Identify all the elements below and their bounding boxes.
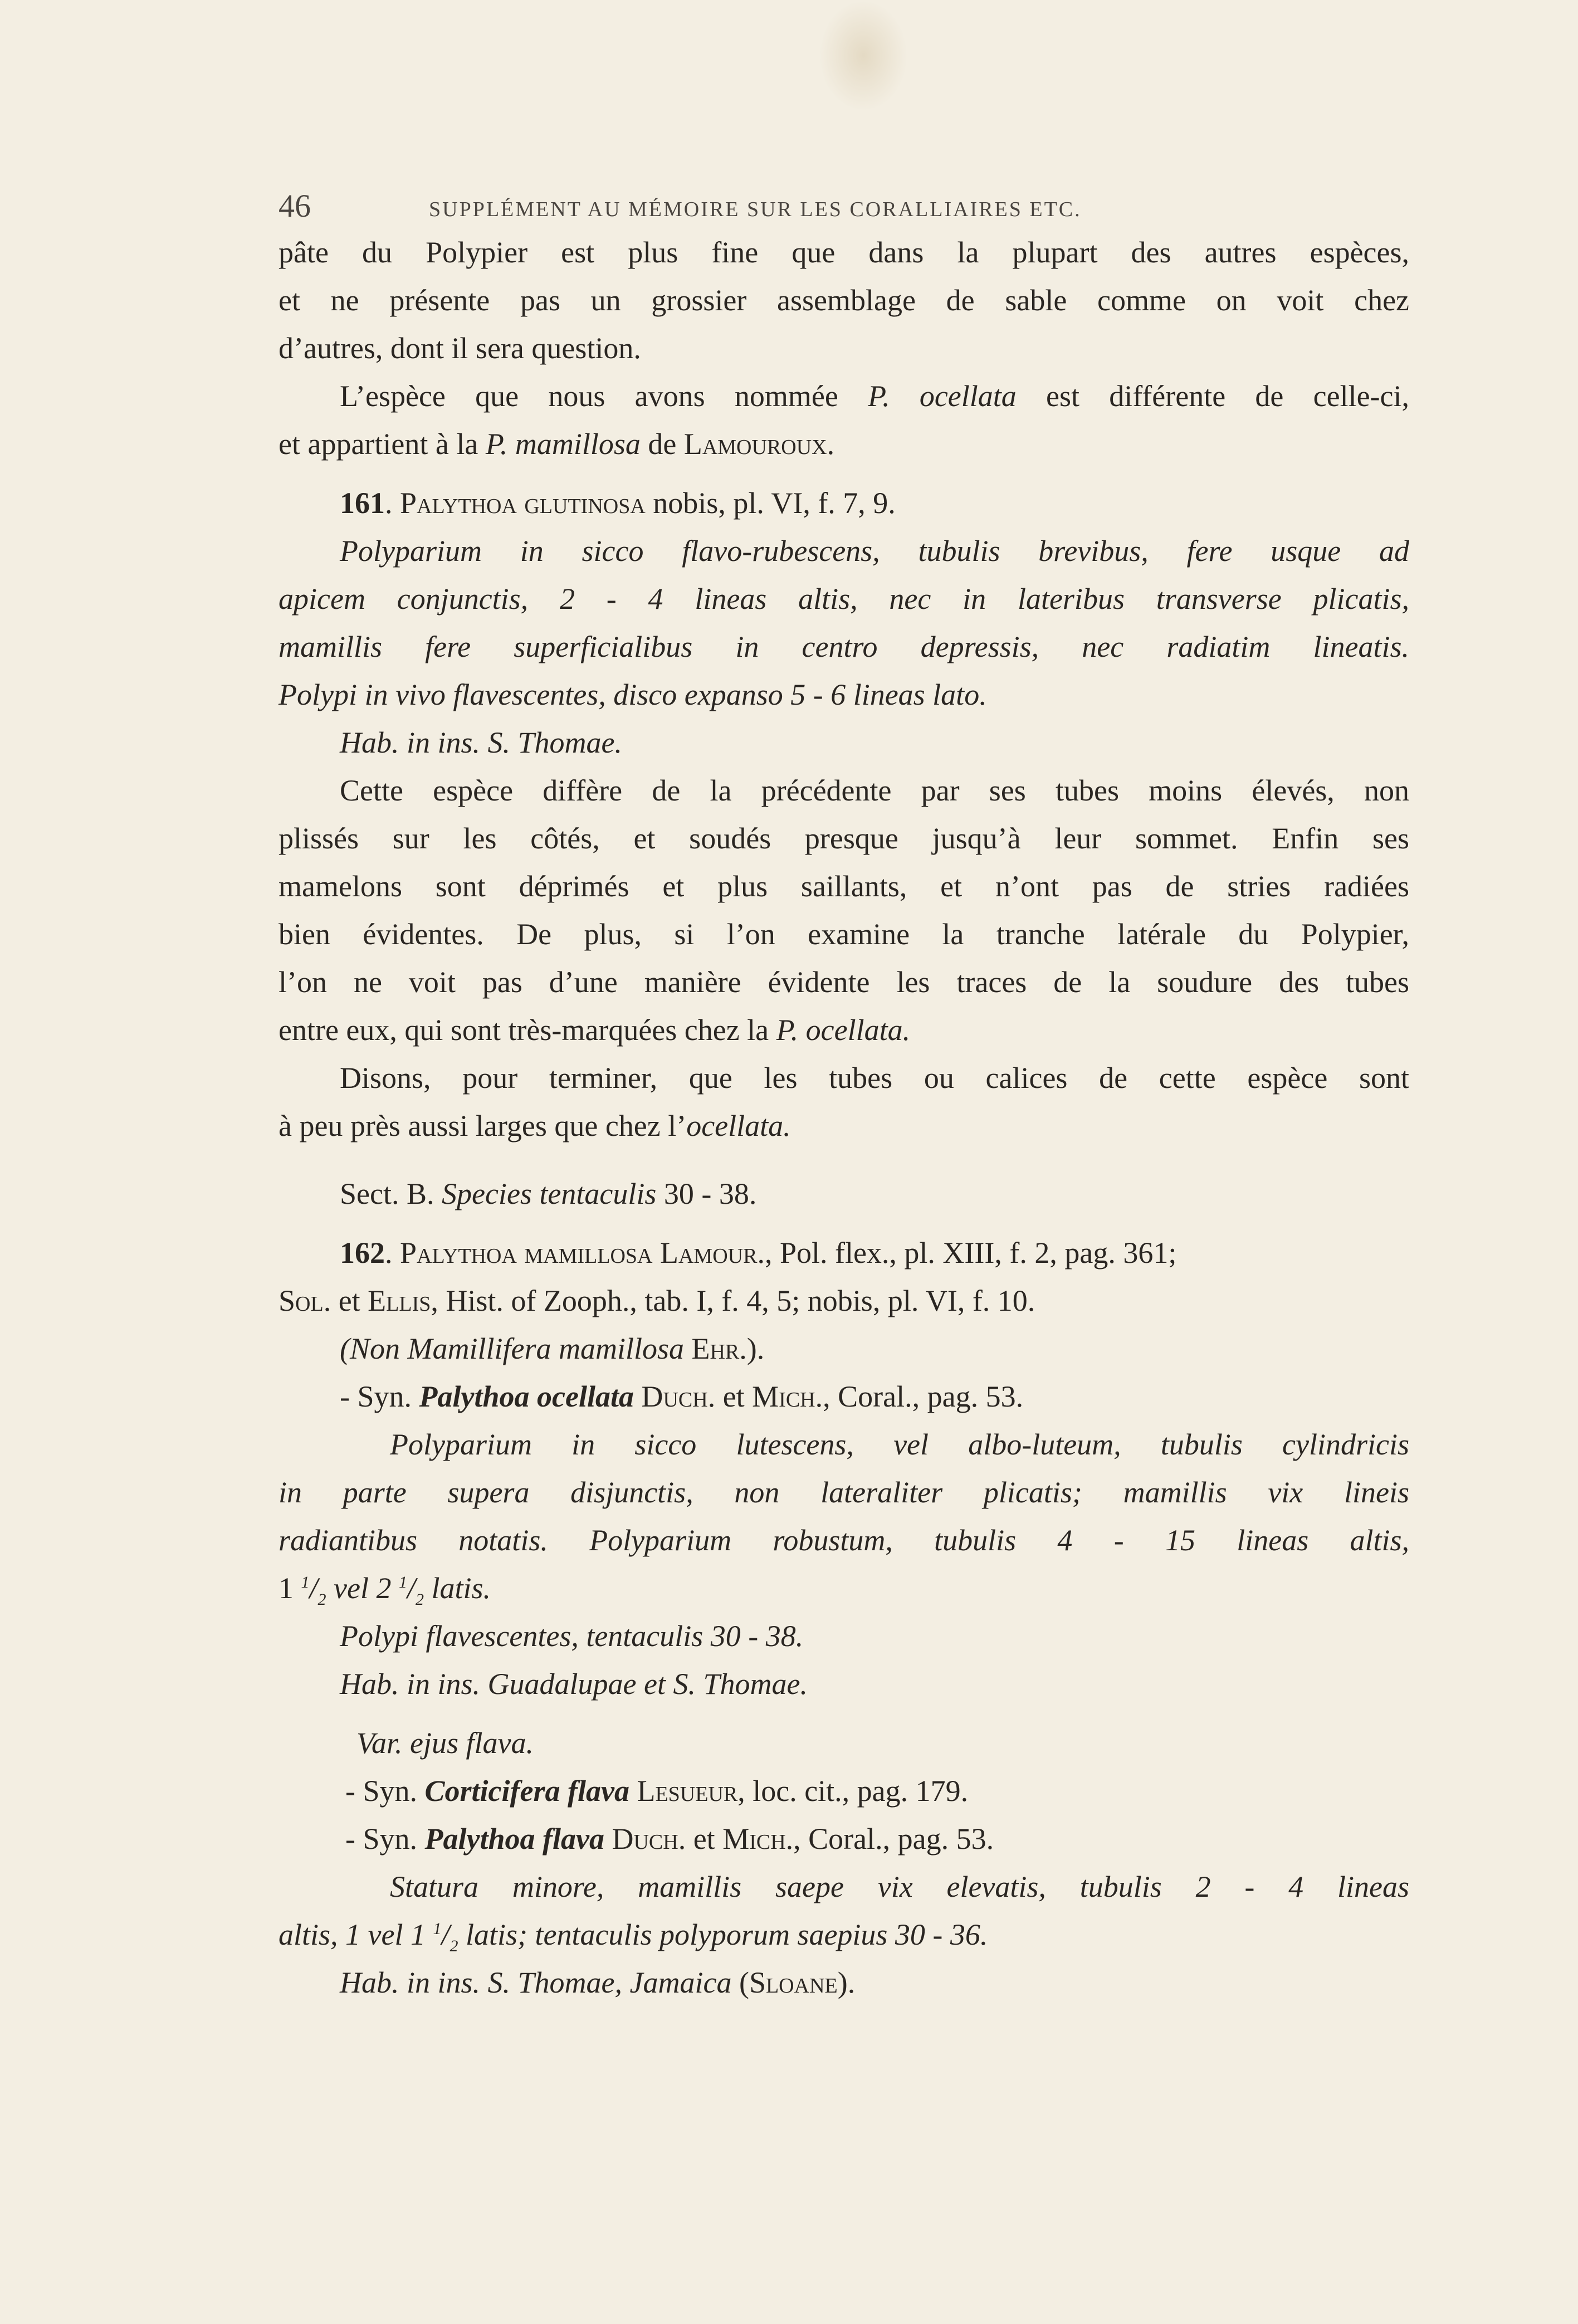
text-line: et ne présente pas un grossier assemblage de sable comme on voit chez	[279, 284, 1409, 317]
species-entry-161: 161. Palythoa glutinosa nobis, pl. VI, f. 7, 9.	[340, 486, 896, 520]
text-line: Polyparium in sicco flavo-rubescens, tubulis brevibus, fere usque ad	[340, 534, 1409, 568]
text-line: d’autres, dont il sera question.	[279, 331, 641, 365]
species-name: Palythoa glutinosa	[400, 486, 646, 520]
text-line: Hab. in ins. S. Thomae.	[340, 726, 623, 759]
synonym-line: - Syn. Corticifera flava Lesueur, loc. cit., pag. 179.	[345, 1774, 969, 1808]
text-line: Polypi flavescentes, tentaculis 30 - 38.	[340, 1619, 804, 1653]
text-line: et appartient à la P. mamillosa de Lamouroux.	[279, 427, 835, 461]
text-line: pâte du Polypier est plus fine que dans la plupart des autres espèces,	[279, 236, 1409, 269]
species-entry-162: 162. Palythoa mamillosa Lamour., Pol. flex., pl. XIII, f. 2, pag. 361;	[340, 1236, 1177, 1270]
text-line: bien évidentes. De plus, si l’on examine la tranche latérale du Polypier,	[279, 917, 1409, 951]
text-line: Statura minore, mamillis saepe vix elevatis, tubulis 2 - 4 lineas	[390, 1870, 1409, 1903]
text-line: in parte supera disjunctis, non lateraliter plicatis; mamillis vix lineis	[279, 1476, 1409, 1509]
running-title: SUPPLÉMENT AU MÉMOIRE SUR LES CORALLIAIRES ETC.	[429, 198, 1082, 221]
page-stain	[819, 0, 908, 111]
text-line: Hab. in ins. S. Thomae, Jamaica (Sloane).	[340, 1966, 856, 1999]
synonym-line: - Syn. Palythoa ocellata Duch. et Mich., Coral., pag. 53.	[340, 1380, 1024, 1413]
text-line: (Non Mamillifera mamillosa Ehr.).	[340, 1332, 765, 1365]
text-line: plissés sur les côtés, et soudés presque jusqu’à leur sommet. Enfin ses	[279, 822, 1409, 855]
text-line: Cette espèce diffère de la précédente par ses tubes moins élevés, non	[340, 774, 1409, 807]
variety-heading: Var. ejus flava.	[356, 1726, 534, 1760]
text-line: l’on ne voit pas d’une manière évidente les traces de la soudure des tubes	[279, 965, 1409, 999]
text-line: L’espèce que nous avons nommée P. ocellata est différente de celle-ci,	[340, 379, 1409, 413]
page-number: 46	[279, 188, 311, 224]
text-line: mamillis fere superficialibus in centro depressis, nec radiatim lineatis.	[279, 630, 1409, 663]
entry-number: 161	[340, 486, 385, 520]
text-line: Hab. in ins. Guadalupae et S. Thomae.	[340, 1667, 808, 1701]
text-line: apicem conjunctis, 2 - 4 lineas altis, nec in lateribus transverse plicatis,	[279, 582, 1409, 616]
text-line: Disons, pour terminer, que les tubes ou calices de cette espèce sont	[340, 1061, 1409, 1095]
synonym-line: - Syn. Palythoa flava Duch. et Mich., Coral., pag. 53.	[345, 1822, 994, 1856]
section-heading: Sect. B. Species tentaculis 30 - 38.	[340, 1177, 757, 1210]
entry-number: 162	[340, 1236, 385, 1270]
text-line: Polypi in vivo flavescentes, disco expanso 5 - 6 lineas lato.	[279, 678, 987, 711]
text-line: Polyparium in sicco lutescens, vel albo-luteum, tubulis cylindricis	[390, 1428, 1409, 1461]
document-page	[279, 184, 1409, 2006]
text-line: 1 $^1/_2$ vel 2 $^1/_2$ latis.	[279, 1571, 491, 1609]
running-header	[279, 184, 1409, 228]
text-line: entre eux, qui sont très-marquées chez la P. ocellata.	[279, 1013, 911, 1047]
text-line: mamelons sont déprimés et plus saillants, et n’ont pas de stries radiées	[279, 870, 1409, 903]
text-line: radiantibus notatis. Polyparium robustum, tubulis 4 - 15 lineas altis,	[279, 1524, 1409, 1557]
text-line: Sol. et Ellis, Hist. of Zooph., tab. I, f. 4, 5; nobis, pl. VI, f. 10.	[279, 1284, 1035, 1317]
species-name: Palythoa mamillosa	[400, 1236, 653, 1270]
text-line: altis, 1 vel 1 $^1/_2$ latis; tentaculis polyporum saepius 30 - 36.	[279, 1918, 988, 1955]
text-line: à peu près aussi larges que chez l’ocellata.	[279, 1109, 791, 1143]
